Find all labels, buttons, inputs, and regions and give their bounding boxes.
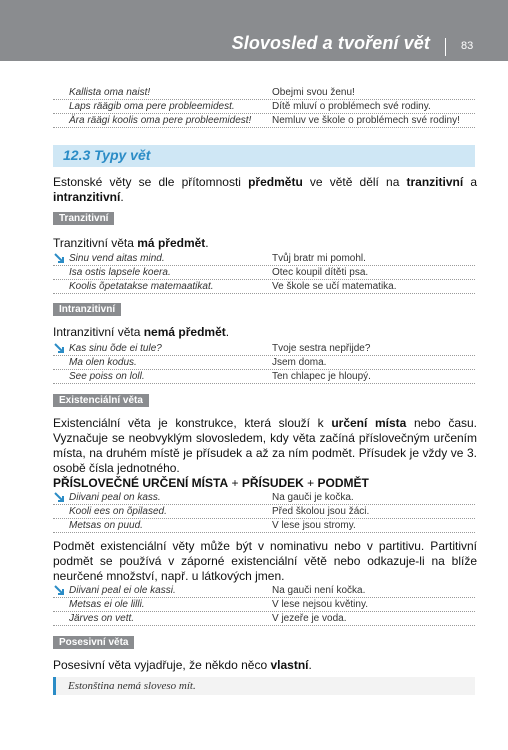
formula-plus: + — [303, 476, 318, 490]
example-row — [53, 491, 475, 505]
page-header — [0, 0, 508, 61]
example-row — [53, 519, 475, 533]
example-row — [53, 342, 475, 356]
estonian-sentence: Ära räägi koolis oma pere probleemidest! — [69, 115, 252, 126]
estonian-sentence: Metsas ei ole lilli. — [69, 599, 145, 610]
example-row — [53, 280, 475, 294]
czech-translation: Tvůj bratr mi pomohl. — [272, 253, 366, 264]
czech-translation: V lese nejsou květiny. — [272, 599, 368, 610]
estonian-sentence: Järves on vett. — [69, 613, 135, 624]
intranzitivni-definition — [53, 325, 477, 340]
bold-term: nemá předmět — [143, 325, 226, 339]
example-table-top — [53, 86, 475, 128]
estonian-sentence: Kooli ees on õpilased. — [69, 506, 167, 517]
text: . — [308, 658, 312, 672]
arrow-down-right-icon — [54, 343, 65, 354]
formula-part: PŘÍSUDEK — [241, 476, 304, 490]
posesivni-definition — [53, 658, 477, 673]
text: nebo času. Vyznačuje se neobvyklým slovosledem, kdy věta začíná příslovečným určením místa, na druhém místě je přísudek a až za ním podmět. Přísudek je vždy ve 3. osobě čísla jednotného. — [53, 416, 478, 475]
example-table-existencialni-2 — [53, 584, 475, 626]
czech-translation: V lese jsou stromy. — [272, 520, 356, 531]
example-table-existencialni-1 — [53, 491, 475, 533]
czech-translation: Tvoje sestra nepřijde? — [272, 343, 371, 354]
czech-translation: Ve škole se učí matematika. — [272, 281, 397, 292]
formula-part: PŘÍSLOVEČNÉ URČENÍ MÍSTA — [53, 476, 229, 490]
bold-term: má předmět — [137, 236, 206, 250]
estonian-sentence: Diivani peal on kass. — [69, 492, 161, 503]
text: Existenciální věta je konstrukce, která slouží k — [53, 416, 332, 430]
example-row — [53, 584, 475, 598]
estonian-sentence: Metsas on puud. — [69, 520, 143, 531]
text: ve větě dělí na — [302, 175, 407, 189]
example-table-intranzitivni — [53, 342, 475, 384]
estonian-sentence: See poiss on loll. — [69, 371, 145, 382]
example-row — [53, 114, 475, 128]
example-row — [53, 100, 475, 114]
formula-plus: + — [228, 476, 242, 490]
text: Tranzitivní věta — [53, 236, 138, 250]
arrow-down-right-icon — [54, 585, 65, 596]
arrow-down-right-icon — [54, 492, 65, 503]
czech-translation: Obejmi svou ženu! — [272, 87, 355, 98]
czech-translation: Ten chlapec je hloupý. — [272, 371, 371, 382]
chapter-title: Slovosled a tvoření vět — [231, 33, 430, 53]
estonian-sentence: Ma olen kodus. — [69, 357, 137, 368]
estonian-sentence: Koolis õpetatakse matemaatikat. — [69, 281, 214, 292]
text: Posesivní věta vyjadřuje, že někdo něco — [53, 658, 271, 672]
section-heading — [53, 145, 475, 167]
example-row — [53, 598, 475, 612]
czech-translation: Před školou jsou žáci. — [272, 506, 370, 517]
text: . — [225, 325, 230, 339]
estonian-sentence: Laps räägib oma pere probleemidest. — [69, 101, 235, 112]
text: . — [205, 236, 209, 250]
czech-translation: Nemluv ve škole o problémech své rodiny! — [272, 115, 460, 126]
example-table-tranzitivni — [53, 252, 475, 294]
section-title: 12.3 Typy vět — [63, 147, 151, 163]
tag-tranzitivni: Tranzitivní — [53, 212, 114, 225]
tag-existencialni: Existenciální věta — [53, 394, 149, 407]
example-row — [53, 356, 475, 370]
note-box — [53, 677, 475, 695]
text: Intranzitivní věta — [53, 325, 144, 339]
tag-posesivni: Posesivní věta — [53, 636, 134, 649]
czech-translation: Jsem doma. — [272, 357, 327, 368]
example-row — [53, 370, 475, 384]
bold-term: intranzitivní — [53, 190, 121, 204]
estonian-sentence: Kas sinu õde ei tule? — [69, 343, 162, 354]
header-separator — [445, 38, 446, 56]
formula-part: PODMĚT — [317, 476, 369, 490]
bold-term: vlastní — [270, 658, 309, 672]
existencialni-paragraph — [53, 416, 477, 476]
czech-translation: V jezeře je voda. — [272, 613, 347, 624]
example-row — [53, 86, 475, 100]
czech-translation: Dítě mluví o problémech své rodiny. — [272, 101, 431, 112]
bold-term: tranzitivní — [406, 175, 464, 189]
example-row — [53, 612, 475, 626]
example-row — [53, 505, 475, 519]
estonian-sentence: Isa ostis lapsele koera. — [69, 267, 171, 278]
estonian-sentence: Diivani peal ei ole kassi. — [69, 585, 176, 596]
czech-translation: Na gauči je kočka. — [272, 492, 354, 503]
page-number: 83 — [461, 40, 474, 52]
partitiv-paragraph: Podmět existenciální věty může být v nominativu nebo v partitivu. Partitivní podmět se používá v záporné existenciální větě nebo odkazuje-li na blíže neurčené množství, např. u látkových jmen. — [53, 539, 477, 583]
intro-paragraph — [53, 175, 477, 205]
estonian-sentence: Kallista oma naist! — [69, 87, 151, 98]
czech-translation: Otec koupil dítěti psa. — [272, 267, 369, 278]
note-text: Estonština nemá sloveso mít. — [68, 680, 196, 692]
estonian-sentence: Sinu vend aitas mind. — [69, 253, 165, 264]
example-row — [53, 266, 475, 280]
bold-term: předmětu — [248, 175, 303, 189]
example-row — [53, 252, 475, 266]
bold-term: určení místa — [331, 416, 407, 430]
text: Estonské věty se dle přítomnosti — [53, 175, 249, 189]
czech-translation: Na gauči není kočka. — [272, 585, 366, 596]
arrow-down-right-icon — [54, 253, 65, 264]
tranzitivni-definition — [53, 236, 477, 251]
text: . — [120, 190, 124, 204]
tag-intranzitivni: Intranzitivní — [53, 303, 121, 316]
text: a — [463, 175, 477, 189]
word-order-formula — [53, 476, 369, 490]
